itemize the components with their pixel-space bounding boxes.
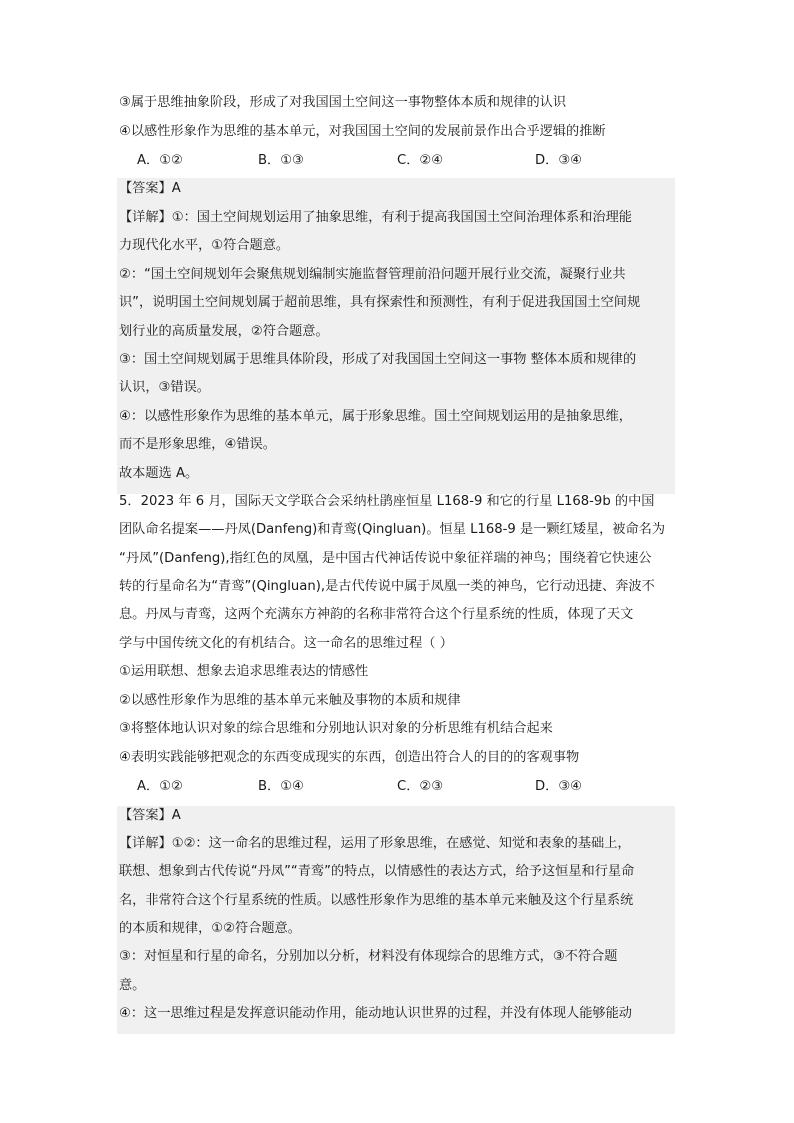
answer-4-line: 力现代化水平，①符合题意。 (119, 238, 290, 253)
statement-4: ④以感性形象作为思维的基本单元，对我国国土空间的发展前景作出合乎逻辑的推断 (119, 124, 606, 139)
question-5-stem: “丹凤”(Danfeng),指红色的凤凰，是中国古代神话传说中象征祥瑞的神鸟；围绕着它快速公 (119, 551, 652, 566)
answer-4-line: ②：“国土空间规划年会聚焦规划编制实施监督管理前沿问题开展行业交流，凝聚行业共 (119, 267, 626, 282)
q5-statement-2: ②以感性形象作为思维的基本单元来触及事物的本质和规律 (119, 693, 461, 708)
answer-4-line: 划行业的高质量发展，②符合题意。 (119, 324, 329, 339)
question-5-stem: 5．2023 年 6 月，国际天文学联合会采纳杜鹃座恒星 L168-9 和它的行星 L168-9b 的中国 (119, 494, 655, 509)
q4-option-d: D．③④ (535, 153, 582, 168)
answer-4-line: 识”，说明国土空间规划属于超前思维，具有探索性和预测性，有利于促进我国国土空间规 (119, 295, 641, 310)
answer-5-line: 的本质和规律，①②符合题意。 (119, 921, 301, 936)
q5-statement-4: ④表明实践能够把观念的东西变成现实的东西，创造出符合人的目的的客观事物 (119, 750, 580, 765)
statement-3: ③属于思维抽象阶段，形成了对我国国土空间这一事物整体本质和规律的认识 (119, 95, 567, 110)
q4-option-a: A．①② (137, 153, 183, 168)
answer-4-label: 【答案】A (119, 181, 181, 196)
q5-statement-3: ③将整体地认识对象的综合思维和分别地认识对象的分析思维有机结合起来 (119, 721, 553, 736)
answer-5-line: 名，非常符合这个行星系统的性质。以感性形象作为思维的基本单元来触及这个行星系统 (119, 893, 634, 908)
q5-statement-1: ①运用联想、想象去追求思维表达的情感性 (119, 664, 369, 679)
q5-option-a: A．①② (137, 779, 183, 794)
answer-4-line: ④：以感性形象作为思维的基本单元，属于形象思维。国土空间规划运用的是抽象思维， (119, 409, 632, 424)
answer-5-label: 【答案】A (119, 808, 181, 823)
q5-option-d: D．③④ (535, 779, 582, 794)
answer-4-line: 【详解】①：国土空间规划运用了抽象思维，有利于提高我国国土空间治理体系和治理能 (119, 210, 632, 225)
q5-option-b: B．①④ (258, 779, 304, 794)
q4-option-b: B．①③ (258, 153, 304, 168)
q5-option-c: C．②③ (397, 779, 444, 794)
question-5-stem: 转的行星命名为“青鸾”(Qingluan),是古代传说中属于凤凰一类的神鸟，它行动迅捷、奔波不 (119, 579, 655, 594)
answer-4-line: 认识，③错误。 (119, 380, 210, 395)
question-5-stem: 息。丹凤与青鸾，这两个充满东方神韵的名称非常符合这个行星系统的性质，体现了天文 (119, 607, 634, 622)
answer-5-line: ④：这一思维过程是发挥意识能动作用，能动地认识世界的过程，并没有体现人能够能动 (119, 1006, 632, 1021)
answer-5-line: ③：对恒星和行星的命名，分别加以分析，材料没有体现综合的思维方式，③不符合题 (119, 949, 618, 964)
answer-5-line: 联想、想象到古代传说“丹凤”“青鸾”的特点，以情感性的表达方式，给予这恒星和行星命 (119, 864, 635, 879)
question-5-stem: 学与中国传统文化的有机结合。这一命名的思维过程（ ） (119, 636, 453, 651)
answer-4-line: 而不是形象思维，④错误。 (119, 437, 276, 452)
answer-4-line: 故本题选 A。 (119, 466, 199, 481)
answer-4-line: ③：国土空间规划属于思维具体阶段，形成了对我国国土空间这一事物 整体本质和规律的 (119, 352, 637, 367)
answer-5-line: 意。 (119, 978, 146, 993)
question-5-stem: 团队命名提案——丹凤(Danfeng)和青鸾(Qingluan)。恒星 L168-9 是一颗红矮星，被命名为 (119, 522, 666, 537)
q4-option-c: C．②④ (397, 153, 444, 168)
answer-5-line: 【详解】①②：这一命名的思维过程，运用了形象思维，在感觉、知觉和表象的基础上， (119, 836, 631, 851)
